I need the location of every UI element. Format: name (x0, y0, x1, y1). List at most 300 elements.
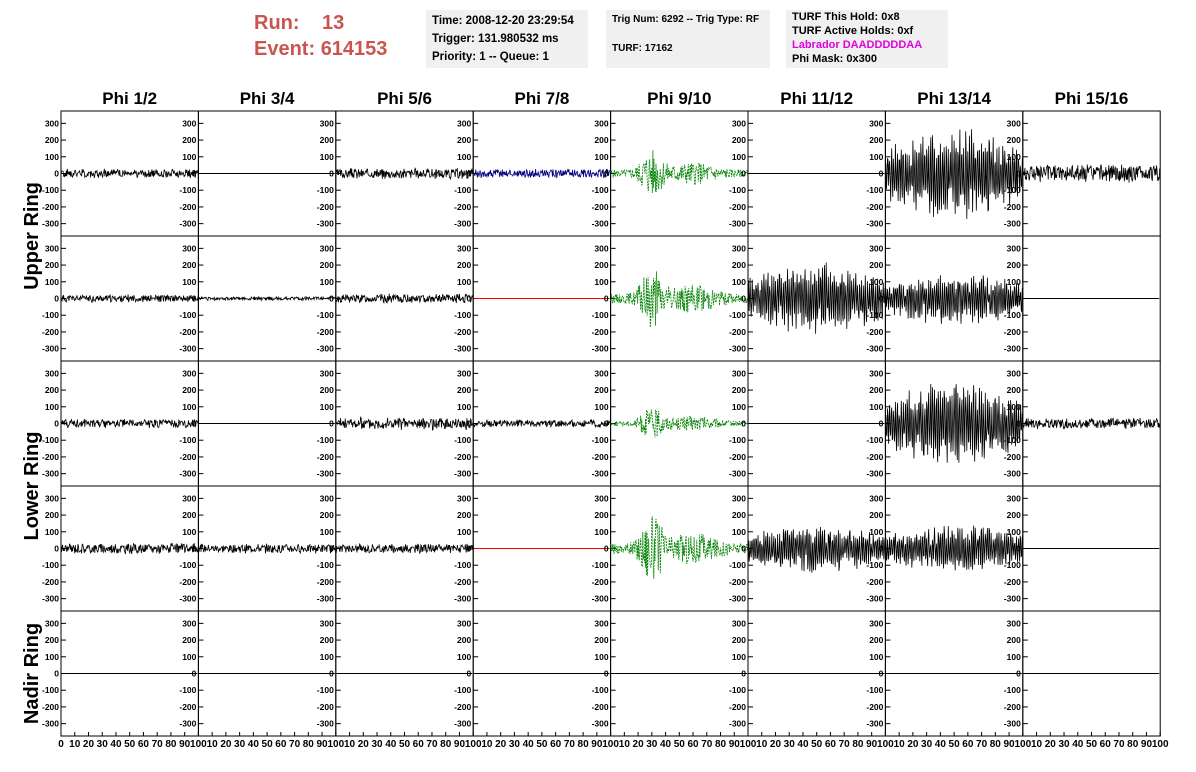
x-tick-label: 70 (701, 739, 713, 750)
y-tick-label: -300 (454, 343, 472, 354)
trigger-text: Trigger: 131.980532 ms (432, 33, 559, 45)
turf-this-hold-text: TURF This Hold: 0x8 (792, 11, 900, 23)
y-tick-label: 300 (1006, 618, 1021, 629)
y-tick-label: -300 (316, 593, 334, 604)
x-tick-label: 80 (714, 739, 727, 750)
y-tick-label: 200 (457, 635, 472, 646)
y-tick-label: 100 (731, 651, 746, 662)
y-tick-label: -300 (866, 468, 884, 479)
waveform-trace (611, 150, 748, 196)
y-tick-label: -100 (179, 560, 197, 571)
y-tick-label: -100 (179, 185, 197, 196)
y-tick-label: 100 (44, 276, 59, 287)
x-tick-label: 10 (893, 739, 905, 750)
waveform-trace (611, 410, 748, 438)
y-tick-label: 300 (1006, 368, 1021, 379)
x-tick-label: 80 (165, 739, 177, 750)
y-tick-label: 0 (603, 668, 609, 679)
y-tick-label: 200 (594, 635, 609, 646)
y-tick-label: -100 (454, 435, 472, 446)
x-tick-label: 90 (866, 739, 878, 750)
y-tick-label: 300 (182, 243, 197, 254)
y-tick-label: -100 (591, 310, 609, 321)
y-tick-label: -300 (41, 593, 59, 604)
y-tick-label: -200 (728, 576, 746, 587)
column-title-6: Phi 11/12 (780, 89, 854, 108)
x-tick-label: 80 (440, 739, 452, 750)
y-tick-label: 100 (731, 401, 746, 412)
x-tick-label: 40 (1072, 739, 1084, 750)
x-tick-label: 50 (536, 739, 548, 750)
y-tick-label: 300 (1006, 243, 1021, 254)
y-tick-label: -100 (41, 310, 59, 321)
y-tick-label: -100 (1003, 685, 1021, 696)
x-tick-label: 10 (1030, 739, 1043, 750)
waveform-trace (611, 516, 748, 579)
y-tick-label: -200 (1003, 451, 1021, 462)
y-tick-label: 300 (457, 368, 472, 379)
x-tick-label: 30 (783, 739, 795, 750)
y-tick-label: -200 (591, 451, 609, 462)
y-tick-label: 200 (731, 510, 746, 521)
y-tick-label: 200 (731, 635, 746, 646)
y-tick-label: -200 (179, 451, 197, 462)
waveform-trace (611, 271, 748, 327)
x-tick-label: 20 (220, 739, 232, 750)
y-tick-label: -200 (591, 326, 609, 337)
y-tick-label: 0 (741, 293, 746, 304)
y-tick-label: 300 (869, 618, 884, 629)
waveform-trace (61, 543, 198, 554)
y-tick-label: -200 (866, 201, 884, 212)
y-tick-label: -300 (866, 218, 884, 229)
x-tick-label: 40 (659, 739, 672, 750)
y-tick-label: 300 (319, 118, 334, 129)
y-tick-label: -100 (728, 185, 746, 196)
column-title-8: Phi 15/16 (1054, 89, 1129, 108)
y-tick-label: 0 (329, 668, 334, 679)
y-tick-label: 300 (319, 368, 334, 379)
y-tick-label: -200 (454, 576, 472, 587)
x-tick-label: 60 (412, 739, 424, 750)
y-tick-label: -300 (179, 468, 197, 479)
y-tick-label: -300 (454, 593, 472, 604)
y-tick-label: -200 (41, 326, 59, 337)
y-tick-label: 100 (182, 401, 197, 412)
y-tick-label: 0 (741, 543, 746, 554)
y-tick-label: 100 (182, 151, 197, 162)
y-tick-label: 300 (44, 618, 59, 629)
y-tick-label: 200 (869, 635, 884, 646)
y-tick-label: 300 (182, 118, 197, 129)
x-tick-label: 20 (82, 739, 95, 750)
phi-mask-text: Phi Mask: 0x300 (792, 53, 877, 65)
y-tick-label: 0 (1016, 543, 1021, 554)
y-tick-label: 300 (731, 493, 746, 504)
x-tick-label: 40 (110, 739, 122, 750)
y-tick-label: -300 (454, 468, 472, 479)
y-tick-label: 100 (731, 151, 746, 162)
y-tick-label: 100 (457, 401, 472, 412)
y-tick-label: 300 (594, 618, 609, 629)
y-tick-label: -300 (179, 718, 197, 729)
y-tick-label: 100 (457, 526, 472, 537)
y-tick-label: 0 (603, 543, 609, 554)
y-tick-label: -300 (41, 218, 59, 229)
y-tick-label: -200 (591, 701, 609, 712)
waveform-trace (473, 169, 610, 178)
y-tick-label: -100 (728, 560, 746, 571)
y-tick-label: -200 (454, 201, 472, 212)
y-tick-label: 200 (869, 135, 884, 146)
y-tick-label: -100 (41, 185, 59, 196)
x-tick-label: 90 (1140, 739, 1153, 750)
y-tick-label: 300 (457, 493, 472, 504)
y-tick-label: -100 (728, 435, 746, 446)
priority-text: Priority: 1 -- Queue: 1 (432, 51, 549, 63)
x-tick-label: 40 (522, 739, 534, 750)
x-tick-label: 40 (385, 739, 397, 750)
y-tick-label: -300 (316, 218, 334, 229)
y-tick-label: 200 (594, 260, 609, 271)
y-tick-label: -300 (1003, 593, 1021, 604)
y-tick-label: 0 (741, 418, 746, 429)
y-tick-label: 300 (731, 243, 746, 254)
y-tick-label: -300 (591, 343, 609, 354)
column-title-4: Phi 7/8 (514, 89, 570, 108)
y-tick-label: 100 (594, 401, 609, 412)
x-tick-label: 80 (852, 739, 864, 750)
y-tick-label: 100 (594, 526, 609, 537)
y-tick-label: 300 (731, 118, 746, 129)
waveform-trace (885, 384, 1022, 463)
panel-frame (611, 361, 748, 486)
x-tick-label: 50 (124, 739, 136, 750)
waveform-trace (473, 420, 610, 428)
y-tick-label: 0 (191, 418, 197, 429)
y-tick-label: -100 (866, 685, 884, 696)
y-tick-label: -200 (866, 576, 884, 587)
y-tick-label: -200 (728, 451, 746, 462)
x-tick-label: 70 (1113, 739, 1125, 750)
x-tick-label: 80 (577, 739, 589, 750)
x-tick-label: 10 (756, 739, 768, 750)
y-tick-label: 200 (457, 260, 472, 271)
y-tick-label: 300 (319, 618, 334, 629)
x-tick-label: 90 (1003, 739, 1015, 750)
trig-num-text: Trig Num: 6292 -- Trig Type: RF (612, 14, 760, 25)
y-tick-label: 300 (457, 618, 472, 629)
y-tick-label: 300 (319, 243, 334, 254)
y-tick-label: 100 (731, 526, 746, 537)
run-value: 13 (322, 12, 345, 34)
y-tick-label: 300 (594, 493, 609, 504)
y-tick-label: -300 (41, 468, 59, 479)
y-tick-label: 300 (1006, 118, 1021, 129)
y-tick-label: 300 (869, 368, 884, 379)
y-tick-label: 200 (731, 260, 746, 271)
x-tick-label: 90 (591, 739, 603, 750)
waveform-trace (885, 129, 1022, 219)
y-tick-label: 0 (54, 543, 59, 554)
y-tick-label: -200 (866, 326, 884, 337)
x-tick-label: 20 (357, 739, 369, 750)
y-tick-label: 200 (44, 135, 59, 146)
x-tick-label: 50 (948, 739, 960, 750)
y-tick-label: 300 (731, 368, 746, 379)
y-tick-label: -300 (1003, 218, 1021, 229)
y-tick-label: 200 (44, 260, 59, 271)
y-tick-label: 200 (319, 510, 334, 521)
y-tick-label: -200 (1003, 326, 1021, 337)
y-tick-label: 100 (869, 276, 884, 287)
x-tick-label: 70 (563, 739, 575, 750)
y-tick-label: -200 (316, 326, 334, 337)
y-tick-label: 100 (869, 526, 884, 537)
y-tick-label: -100 (454, 310, 472, 321)
y-tick-label: -100 (41, 685, 59, 696)
y-tick-label: 100 (594, 651, 609, 662)
y-tick-label: -100 (316, 310, 334, 321)
y-tick-label: 300 (594, 118, 609, 129)
x-tick-label: 60 (275, 739, 287, 750)
y-tick-label: -100 (728, 685, 746, 696)
y-tick-label: -200 (866, 451, 884, 462)
y-tick-label: 300 (594, 243, 609, 254)
y-tick-label: 200 (731, 135, 746, 146)
y-tick-label: -100 (316, 435, 334, 446)
y-tick-label: -100 (41, 435, 59, 446)
x-tick-label: 60 (137, 739, 150, 750)
y-tick-label: -100 (866, 560, 884, 571)
y-tick-label: -100 (866, 435, 884, 446)
x-tick-label: 20 (907, 739, 919, 750)
y-tick-label: 300 (869, 493, 884, 504)
event-label: Event: (254, 38, 316, 60)
y-tick-label: 0 (191, 543, 197, 554)
column-title-5: Phi 9/10 (647, 89, 712, 108)
y-tick-label: 0 (466, 168, 472, 179)
y-tick-label: 100 (594, 151, 609, 162)
y-tick-label: 300 (869, 118, 884, 129)
y-tick-label: -100 (179, 310, 197, 321)
y-tick-label: 200 (182, 260, 197, 271)
y-tick-label: 200 (731, 385, 746, 396)
y-tick-label: 200 (1006, 385, 1021, 396)
y-tick-label: 300 (319, 493, 334, 504)
y-tick-label: -300 (1003, 718, 1021, 729)
y-tick-label: 0 (603, 293, 609, 304)
y-tick-label: 0 (329, 418, 334, 429)
y-tick-label: -100 (454, 560, 472, 571)
waveform-trace (198, 544, 335, 554)
y-tick-label: -100 (1003, 310, 1021, 321)
y-tick-label: -200 (454, 451, 472, 462)
y-tick-label: 200 (594, 135, 609, 146)
x-tick-label: 90 (316, 739, 328, 750)
y-tick-label: -300 (41, 718, 59, 729)
y-tick-label: 0 (191, 668, 197, 679)
x-tick-label: 50 (1085, 739, 1098, 750)
x-tick-label: 70 (976, 739, 988, 750)
waveform-trace (61, 169, 198, 178)
y-tick-label: 0 (878, 418, 884, 429)
x-tick-label: 60 (1099, 739, 1111, 750)
x-tick-label: 90 (453, 739, 466, 750)
x-tick-label: 80 (1127, 739, 1139, 750)
run-label: Run: (254, 12, 300, 34)
y-tick-label: -200 (316, 576, 334, 587)
y-tick-label: -300 (591, 468, 609, 479)
y-tick-label: 0 (1016, 668, 1021, 679)
y-tick-label: 0 (1016, 418, 1021, 429)
y-tick-label: -100 (1003, 185, 1021, 196)
y-tick-label: 300 (594, 368, 609, 379)
y-tick-label: 100 (44, 151, 59, 162)
y-tick-label: 200 (1006, 260, 1021, 271)
y-tick-label: -300 (866, 718, 884, 729)
x-tick-label: 100 (327, 739, 345, 750)
y-tick-label: -300 (179, 343, 197, 354)
y-tick-label: 0 (603, 418, 609, 429)
x-tick-label: 20 (632, 739, 644, 750)
x-tick-label: 70 (151, 739, 163, 750)
y-tick-label: 200 (457, 135, 472, 146)
y-tick-label: 0 (466, 543, 472, 554)
row-title-3: Nadir Ring (21, 622, 43, 725)
y-tick-label: -300 (454, 718, 472, 729)
x-tick-label: 40 (797, 739, 809, 750)
y-tick-label: -300 (316, 468, 334, 479)
column-title-7: Phi 13/14 (917, 89, 991, 108)
y-tick-label: 0 (741, 668, 746, 679)
y-tick-label: 0 (191, 293, 197, 304)
x-tick-label: 50 (398, 739, 411, 750)
y-tick-label: -100 (179, 685, 197, 696)
y-tick-label: -200 (41, 701, 59, 712)
y-tick-label: 0 (466, 668, 472, 679)
x-tick-label: 40 (934, 739, 946, 750)
waveform-trace (885, 526, 1022, 571)
y-tick-label: -100 (866, 185, 884, 196)
y-tick-label: 300 (44, 368, 59, 379)
y-tick-label: 0 (191, 168, 197, 179)
column-title-1: Phi 1/2 (102, 89, 158, 108)
y-tick-label: 0 (54, 168, 59, 179)
y-tick-label: -300 (728, 468, 746, 479)
y-tick-label: -300 (179, 593, 197, 604)
y-tick-label: 300 (1006, 493, 1021, 504)
y-tick-label: 200 (182, 510, 197, 521)
y-tick-label: 100 (319, 651, 334, 662)
x-tick-label: 10 (618, 739, 630, 750)
y-tick-label: -200 (728, 701, 746, 712)
y-tick-label: -100 (316, 560, 334, 571)
y-tick-label: 200 (319, 260, 334, 271)
waveform-trace (748, 527, 885, 573)
y-tick-label: 200 (182, 385, 197, 396)
x-tick-label: 0 (58, 739, 64, 750)
y-tick-label: -100 (316, 685, 334, 696)
y-tick-label: 300 (44, 243, 59, 254)
x-tick-label: 100 (602, 739, 619, 750)
x-tick-label: 20 (1044, 739, 1056, 750)
y-tick-label: 300 (182, 368, 197, 379)
y-tick-label: -200 (591, 201, 609, 212)
y-tick-label: -300 (728, 343, 746, 354)
y-tick-label: 200 (319, 135, 334, 146)
y-tick-label: 100 (457, 151, 472, 162)
row-title-2: Lower Ring (21, 431, 43, 541)
y-tick-label: 100 (1006, 526, 1021, 537)
y-tick-label: 100 (44, 651, 59, 662)
y-tick-label: 200 (869, 385, 884, 396)
y-tick-label: 0 (878, 543, 884, 554)
y-tick-label: -100 (179, 435, 197, 446)
y-tick-label: -200 (1003, 201, 1021, 212)
y-tick-label: 100 (869, 401, 884, 412)
y-tick-label: 300 (731, 618, 746, 629)
y-tick-label: -100 (591, 185, 609, 196)
y-tick-label: 200 (1006, 135, 1021, 146)
y-tick-label: 0 (466, 418, 472, 429)
x-tick-label: 100 (739, 739, 757, 750)
y-tick-label: 100 (1006, 276, 1021, 287)
y-tick-label: -200 (179, 201, 197, 212)
y-tick-label: 0 (329, 168, 334, 179)
y-tick-label: 100 (1006, 151, 1021, 162)
y-tick-label: 200 (594, 510, 609, 521)
y-tick-label: -100 (728, 310, 746, 321)
column-title-3: Phi 5/6 (377, 89, 432, 108)
y-tick-label: -300 (591, 593, 609, 604)
y-tick-label: -300 (866, 593, 884, 604)
x-tick-label: 60 (824, 739, 837, 750)
row-title-1: Upper Ring (21, 182, 43, 290)
y-tick-label: -200 (1003, 576, 1021, 587)
y-tick-label: -300 (1003, 468, 1021, 479)
x-tick-label: 50 (673, 739, 685, 750)
y-tick-label: -300 (728, 718, 746, 729)
y-tick-label: 100 (457, 651, 472, 662)
y-tick-label: 200 (1006, 510, 1021, 521)
x-tick-label: 90 (728, 739, 740, 750)
x-tick-label: 100 (1151, 739, 1169, 750)
x-tick-label: 60 (687, 739, 699, 750)
y-tick-label: 300 (457, 118, 472, 129)
y-tick-label: 200 (457, 510, 472, 521)
event-value: 614153 (320, 38, 388, 60)
y-tick-label: 100 (869, 151, 884, 162)
y-tick-label: -300 (728, 593, 746, 604)
turf-active-holds-text: TURF Active Holds: 0xf (792, 25, 914, 37)
y-tick-label: -200 (591, 576, 609, 587)
y-tick-label: -200 (454, 326, 472, 337)
y-tick-label: 100 (1006, 651, 1021, 662)
y-tick-label: 200 (869, 510, 884, 521)
waveform-trace (885, 275, 1022, 324)
x-tick-label: 10 (206, 739, 218, 750)
waveform-trace (1023, 418, 1160, 429)
turf-text: TURF: 17162 (612, 43, 673, 54)
y-tick-label: 100 (319, 151, 334, 162)
y-tick-label: 200 (182, 635, 197, 646)
y-tick-label: 100 (319, 526, 334, 537)
y-tick-label: 200 (457, 385, 472, 396)
y-tick-label: 100 (182, 651, 197, 662)
y-tick-label: -200 (41, 576, 59, 587)
y-tick-label: 100 (319, 401, 334, 412)
